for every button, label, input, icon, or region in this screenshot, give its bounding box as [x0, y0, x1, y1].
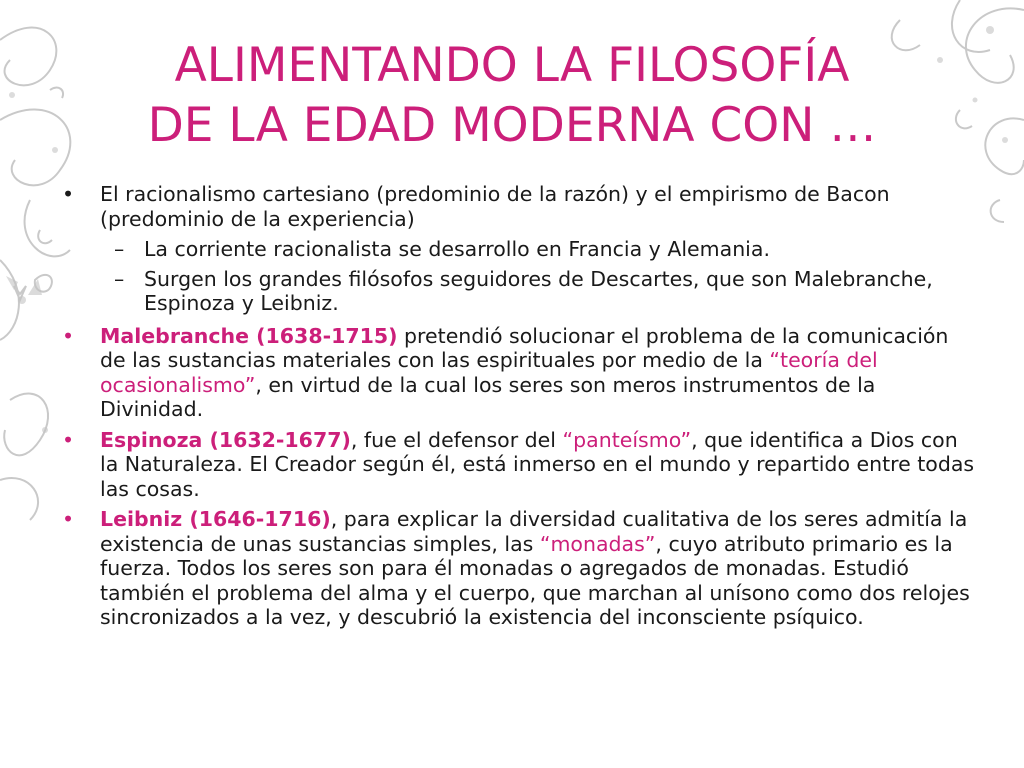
dash-marker: –	[114, 237, 125, 261]
bullet-text: , en virtud de la cual los seres son meros instrumentos de la Divinidad.	[100, 372, 876, 421]
slide-title	[0, 36, 1024, 156]
bullet-marker: •	[62, 507, 75, 531]
sub-bullet-text: La corriente racionalista se desarrollo en Francia y Alemania.	[144, 237, 770, 261]
philosopher-name: Espinoza (1632-1677)	[100, 427, 351, 452]
bullet-text: , para explicar la diversidad cualitativa de los seres admitía la existencia de unas sustancias simples, las	[100, 507, 968, 556]
bullet-text: pretendió solucionar el problema de la comunicación de las sustancias materiales con las espirituales por medio de la	[100, 323, 949, 372]
bullet-list	[58, 182, 978, 636]
bullet-text: , cuyo atributo primario es la fuerza. Todos los seres son para él monadas o agregados de monadas. Estudió también el problema del alma y el cuerpo, que marchan al unísono como dos relojes sincronizados a la vez, y descubrió la existencia del inconsciente psíquico.	[100, 531, 970, 629]
sub-bullet-item	[58, 237, 978, 262]
bullet-item-malebranche	[58, 324, 978, 422]
philosopher-name: Malebranche (1638-1715)	[100, 323, 398, 348]
bullet-item-espinoza	[58, 428, 978, 502]
sub-bullet-text: Surgen los grandes filósofos seguidores de Descartes, que son Malebranche, Espinoza y Leibniz.	[144, 266, 933, 315]
sub-bullet-list	[58, 237, 978, 316]
bullet-item-racionalismo	[58, 182, 978, 231]
highlighted-term: “panteísmo”	[562, 427, 692, 452]
title-line-1: ALIMENTANDO LA FILOSOFÍA	[174, 38, 850, 93]
bullet-marker: •	[62, 182, 75, 206]
title-line-2: DE LA EDAD MODERNA CON …	[147, 98, 877, 153]
bullet-marker: •	[62, 427, 75, 452]
bullet-marker: •	[62, 323, 75, 348]
bullet-text: , que identifica a Dios con la Naturaleza. El Creador según él, está inmerso en el mundo y repartido entre todas las cosas.	[100, 427, 975, 501]
bullet-text: , fue el defensor del	[350, 427, 563, 452]
bullet-item-leibniz	[58, 507, 978, 630]
dash-marker: –	[114, 266, 125, 291]
sub-bullet-item	[58, 267, 978, 316]
highlighted-term: “monadas”	[539, 531, 656, 556]
highlighted-term: “teoría del ocasionalismo”	[100, 348, 878, 397]
bullet-text: El racionalismo cartesiano (predominio de la razón) y el empirismo de Bacon (predominio de la experiencia)	[100, 182, 890, 231]
philosopher-name: Leibniz (1646-1716)	[100, 507, 331, 531]
